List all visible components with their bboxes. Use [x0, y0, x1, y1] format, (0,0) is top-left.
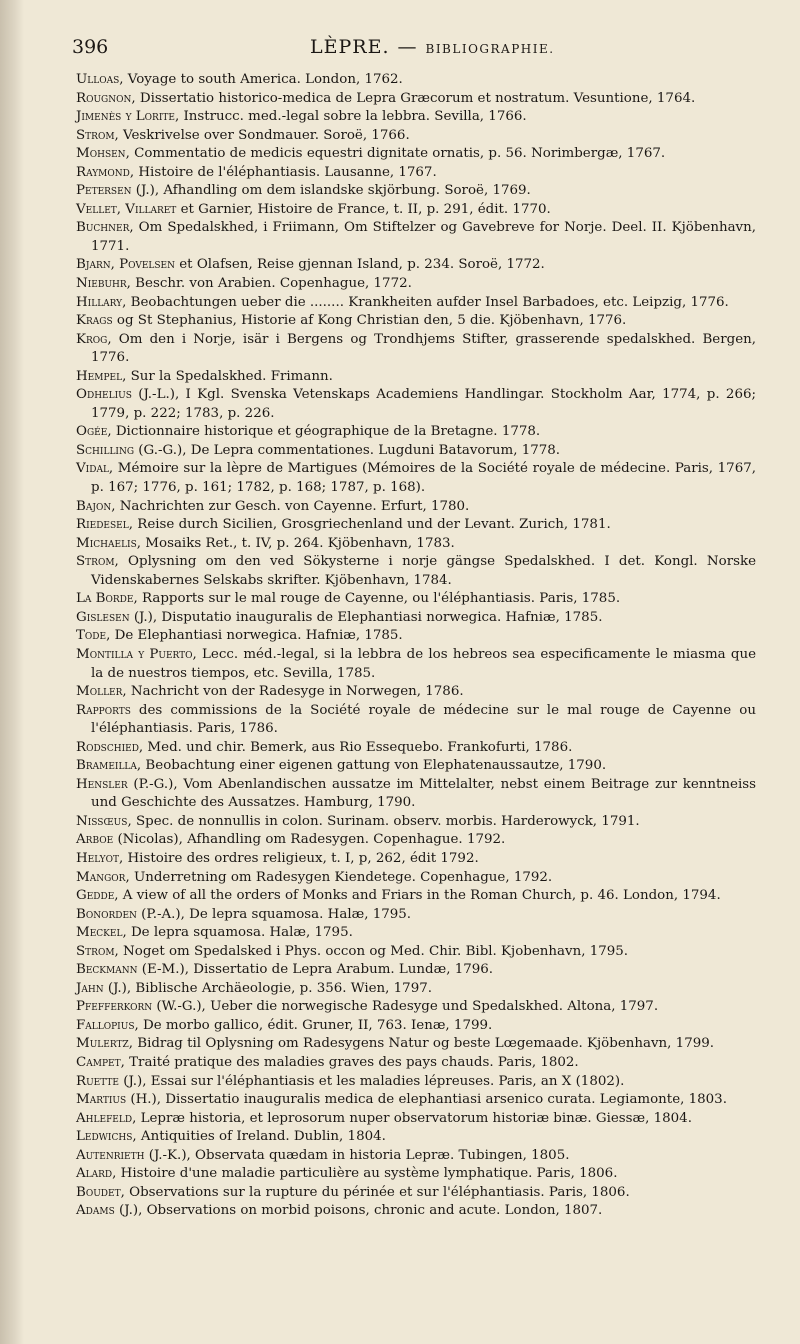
entry-author: Jahn	[76, 980, 104, 996]
entry-author: Michaelis	[76, 535, 137, 551]
entry-author: Ruette	[76, 1073, 119, 1089]
entry-text: , Instrucc. med.-legal sobre la lebbra. Sevilla, 1766.	[174, 109, 527, 125]
entry-text: (J.), Afhandling om dem islandske skjörbung. Soroë, 1769.	[131, 183, 531, 199]
entry-text: , Nachricht von der Radesyge in Norwegen, 1786.	[122, 684, 464, 700]
entry-author: Montilla y Puerto	[76, 646, 193, 662]
entry-author: Raymond	[76, 164, 130, 180]
entry-author: Martius	[76, 1092, 127, 1108]
bibliography-entry	[76, 516, 756, 535]
header-dash: —	[397, 36, 418, 58]
entry-author: Rodschied	[76, 739, 139, 755]
entry-text: , De lepra squamosa. Halæ, 1795.	[122, 925, 353, 941]
entry-author: Ledwichs	[76, 1129, 133, 1145]
bibliography-entry	[76, 127, 756, 146]
entry-text: , Reise durch Sicilien, Grosgriechenland und der Levant. Zurich, 1781.	[128, 517, 611, 533]
entry-author: Rougnon	[76, 90, 132, 106]
entry-text: (J.-K.), Observata quædam in historia Lepræ. Tubingen, 1805.	[144, 1147, 570, 1163]
running-header	[72, 36, 752, 66]
bibliography-entry	[76, 498, 756, 517]
entry-author: Autenrieth	[76, 1147, 145, 1163]
entry-text: (H.), Dissertatio inauguralis medica de elephantiasi arsenico curata. Legiamonte, 1803.	[126, 1092, 727, 1108]
bibliography-entry	[76, 201, 756, 220]
bibliography-entry	[76, 609, 756, 628]
entry-text: , A view of all the orders of Monks and Friars in the Roman Church, p. 46. London, 1794.	[114, 888, 721, 904]
bibliography-entry	[76, 90, 756, 109]
bibliography-entry	[76, 1110, 756, 1129]
entry-author: Nissœus	[76, 813, 128, 829]
page-number: 396	[72, 36, 109, 58]
entry-author: Hensler	[76, 776, 128, 792]
entry-author: Jimenès y Lorite	[76, 109, 175, 125]
bibliography-entry	[76, 368, 756, 387]
entry-author: Hillary	[76, 294, 123, 310]
bibliography-entry	[76, 776, 756, 813]
entry-author: Adams	[76, 1203, 115, 1219]
entry-author: Tode	[76, 628, 107, 644]
entry-text: , Noget om Spedalsked i Phys. occon og Med. Chir. Bibl. Kjobenhavn, 1795.	[114, 943, 629, 959]
entry-author: Gedde	[76, 888, 115, 904]
bibliography-entry	[76, 1073, 756, 1092]
bibliography-entry	[76, 145, 756, 164]
bibliography-entry	[76, 256, 756, 275]
bibliography-entry	[76, 1128, 756, 1147]
entry-text: (P.-A.), De lepra squamosa. Halæ, 1795.	[136, 906, 412, 922]
entry-text: , De morbo gallico, édit. Gruner, II, 763. Ienæ, 1799.	[134, 1017, 493, 1033]
entry-text: , Med. und chir. Bemerk, aus Rio Essequebo. Frankofurti, 1786.	[138, 739, 573, 755]
bibliography-entry	[76, 108, 756, 127]
bibliography-entry	[76, 924, 756, 943]
entry-text: , Observations sur la rupture du périnée et sur l'éléphantiasis. Paris, 1806.	[120, 1184, 630, 1200]
entry-author: Campet	[76, 1054, 121, 1070]
bibliography-entry	[76, 850, 756, 869]
entry-text: (E-M.), Dissertatio de Lepra Arabum. Lundæ, 1796.	[137, 962, 494, 978]
header-title-group	[310, 36, 555, 58]
entry-author: Beckmann	[76, 962, 138, 978]
bibliography-entry	[76, 943, 756, 962]
entry-author: Meckel	[76, 925, 123, 941]
bibliography-entry	[76, 1202, 756, 1221]
bibliography-entry	[76, 757, 756, 776]
entry-author: Bonorden	[76, 906, 137, 922]
bibliography-entry	[76, 813, 756, 832]
entry-text: , Lepræ historia, et leprosorum nuper observatorum historiæ binæ. Giessæ, 1804.	[132, 1110, 692, 1126]
entry-author: Rapports	[76, 702, 131, 718]
bibliography-entry	[76, 1147, 756, 1166]
entry-author: Ogée	[76, 424, 108, 440]
book-spine-shadow	[0, 0, 24, 1344]
entry-text: (J.-L.), I Kgl. Svenska Vetenskaps Academiens Handlingar. Stockholm Aar, 1774, p. 266; 1779, p. 222; 1783, p. 226.	[91, 387, 756, 421]
entry-author: Arboe	[76, 832, 114, 848]
entry-author: Ahlefeld	[76, 1110, 133, 1126]
entry-text: , De Elephantiasi norwegica. Hafniæ, 1785.	[106, 628, 403, 644]
bibliography-entry	[76, 980, 756, 999]
entry-text: (Nicolas), Afhandling om Radesygen. Copenhague. 1792.	[113, 832, 506, 848]
bibliography-entry	[76, 535, 756, 554]
entry-text: , Commentatio de medicis equestri dignitate ornatis, p. 56. Norimbergæ, 1767.	[125, 146, 666, 162]
entry-text: , Beobachtungen ueber die ........ Krankheiten aufder Insel Barbadoes, etc. Leipzig, 1776.	[122, 294, 729, 310]
entry-text: (J.), Observations on morbid poisons, chronic and acute. London, 1807.	[114, 1203, 603, 1219]
entry-text: , Lecc. méd.-legal, si la lebbra de los hebreos sea especificamente le miasma que la de nuestros tiempos, etc. Sevilla, 1785.	[91, 646, 756, 681]
bibliography-entry	[76, 294, 756, 313]
entry-author: Strom	[76, 127, 115, 143]
entry-author: Mohsen	[76, 146, 126, 162]
entry-text: et Garnier, Histoire de France, t. II, p. 291, édit. 1770.	[176, 201, 551, 217]
bibliography-entry	[76, 164, 756, 183]
entry-text: , Mémoire sur la lèpre de Martigues (Mémoires de la Société royale de médecine. Paris, 1767, p. 167; 1776, p. 161; 1782, p. 168; 1787, p. 168).	[91, 461, 756, 496]
entry-author: Boudet	[76, 1184, 121, 1200]
bibliography-entry	[76, 1017, 756, 1036]
entry-author: Vellet, Villaret	[76, 201, 177, 217]
entry-text: , Bidrag til Oplysning om Radesygens Natur og beste Lœgemaade. Kjöbenhavn, 1799.	[128, 1036, 715, 1052]
bibliography-entry	[76, 460, 756, 497]
entry-author: Vidal	[76, 461, 109, 477]
entry-text: (J.), Disputatio inauguralis de Elephantiasi norwegica. Hafniæ, 1785.	[129, 609, 603, 625]
entry-author: Pfefferkorn	[76, 999, 153, 1015]
entry-author: Buchner	[76, 220, 130, 236]
entry-author: Strom	[76, 943, 115, 959]
header-subtitle: BIBLIOGRAPHIE.	[425, 42, 555, 56]
entry-author: Bajon	[76, 498, 112, 514]
entry-text: , Rapports sur le mal rouge de Cayenne, ou l'éléphantiasis. Paris, 1785.	[133, 591, 621, 607]
entry-text: , Beobachtung einer eigenen gattung von Elephatenaussautze, 1790.	[136, 758, 607, 774]
header-title: LÈPRE.	[310, 36, 390, 58]
entry-author: Helyot	[76, 850, 119, 866]
bibliography-entry	[76, 590, 756, 609]
bibliography-entry	[76, 683, 756, 702]
bibliography-entry	[76, 386, 756, 423]
entry-author: La Borde	[76, 591, 134, 607]
bibliography-entry	[76, 312, 756, 331]
entry-text: , Veskrivelse over Sondmauer. Soroë, 1766.	[114, 127, 410, 143]
bibliography-entry	[76, 831, 756, 850]
bibliography-entry	[76, 553, 756, 590]
entry-author: Mulertz	[76, 1036, 129, 1052]
bibliography-entry	[76, 646, 756, 683]
bibliography-entry	[76, 906, 756, 925]
entry-text: , Nachrichten zur Gesch. von Cayenne. Erfurt, 1780.	[111, 498, 470, 514]
bibliography-entry	[76, 1054, 756, 1073]
entry-text: , Dictionnaire historique et géographique de la Bretagne. 1778.	[107, 424, 541, 440]
entry-author: Krags	[76, 313, 113, 329]
entry-author: Petersen	[76, 183, 132, 199]
entry-text: , Sur la Spedalskhed. Frimann.	[122, 368, 333, 384]
bibliography-entry	[76, 702, 756, 739]
bibliography-entry	[76, 71, 756, 90]
entry-text: (W.-G.), Ueber die norwegische Radesyge und Spedalskhed. Altona, 1797.	[152, 999, 659, 1015]
entry-text: , Dissertatio historico-medica de Lepra Græcorum et nostratum. Vesuntione, 1764.	[131, 90, 696, 106]
bibliography-entry	[76, 275, 756, 294]
bibliography-entry	[76, 1184, 756, 1203]
bibliography-entry	[76, 887, 756, 906]
entry-author: Alard	[76, 1166, 113, 1182]
entry-text: (J.), Essai sur l'éléphantiasis et les maladies lépreuses. Paris, an X (1802).	[118, 1073, 625, 1089]
entry-text: , Underretning om Radesygen Kiendetege. Copenhague, 1792.	[125, 869, 553, 885]
bibliography-entry	[76, 1035, 756, 1054]
entry-text: , Spec. de nonnullis in colon. Surinam. observ. morbis. Harderowyck, 1791.	[127, 813, 640, 829]
bibliography-entry	[76, 442, 756, 461]
entry-text: des commissions de la Société royale de médecine sur le mal rouge de Cayenne ou l'éléphantiasis. Paris, 1786.	[91, 702, 756, 737]
entry-author: Bjarn, Povelsen	[76, 257, 175, 273]
entry-text: , Voyage to south America. London, 1762.	[119, 72, 403, 87]
entry-text: , Histoire de l'éléphantiasis. Lausanne, 1767.	[129, 164, 437, 180]
entry-text: , Mosaiks Ret., t. IV, p. 264. Kjöbenhavn, 1783.	[136, 535, 455, 551]
bibliography-entry	[76, 627, 756, 646]
entry-text: , Histoire des ordres religieux, t. I, p, 262, édit 1792.	[118, 850, 479, 866]
entry-text: , Antiquities of Ireland. Dublin, 1804.	[132, 1129, 386, 1145]
entry-text: og St Stephanius, Historie af Kong Christian den, 5 die. Kjöbenhavn, 1776.	[112, 313, 627, 329]
entry-author: Brameilla	[76, 758, 137, 774]
entry-text: (P.-G.), Vom Abenlandischen aussatze im Mittelalter, nebst einem Beitrage zur kenntneiss und Geschichte des Aussatzes. Hamburg, 1790.	[91, 776, 756, 811]
entry-author: Mangor	[76, 869, 126, 885]
entry-author: Odhelius	[76, 387, 132, 403]
entry-text: , Oplysning om den ved Sökysterne i norje gängse Spedalskhed. I det. Kongl. Norske Videnskabernes Selskabs skrifter. Kjöbenhavn, 1784.	[91, 554, 756, 588]
entry-author: Ulloas	[76, 72, 120, 87]
bibliography-entry	[76, 1165, 756, 1184]
bibliography-entry	[76, 182, 756, 201]
bibliography-entry	[76, 219, 756, 256]
bibliography-list	[76, 71, 756, 1221]
entry-text: et Olafsen, Reise gjennan Island, p. 234. Soroë, 1772.	[175, 257, 545, 273]
entry-text: , Om den i Norje, isär i Bergens og Trondhjems Stifter, grasserende spedalskhed. Bergen, 1776.	[91, 331, 756, 366]
entry-text: , Beschr. von Arabien. Copenhague, 1772.	[126, 276, 412, 292]
entry-author: Niebuhr	[76, 276, 127, 292]
entry-author: Hempel	[76, 368, 123, 384]
entry-text: (J.), Biblische Archäeologie, p. 356. Wien, 1797.	[103, 980, 432, 996]
entry-author: Krog	[76, 331, 108, 347]
entry-author: Schilling	[76, 442, 135, 458]
entry-author: Gislesen	[76, 609, 130, 625]
bibliography-entry	[76, 331, 756, 368]
bibliography-entry	[76, 739, 756, 758]
bibliography-entry	[76, 961, 756, 980]
bibliography-entry	[76, 1091, 756, 1110]
bibliography-entry	[76, 869, 756, 888]
entry-author: Strom	[76, 554, 115, 570]
entry-text: (G.-G.), De Lepra commentationes. Lugduni Batavorum, 1778.	[134, 442, 561, 458]
entry-author: Riedesel	[76, 517, 129, 533]
entry-author: Moller	[76, 684, 123, 700]
entry-text: , Histoire d'une maladie particulière au système lymphatique. Paris, 1806.	[112, 1166, 618, 1182]
bibliography-entry	[76, 423, 756, 442]
entry-text: , Traité pratique des maladies graves des pays chauds. Paris, 1802.	[120, 1054, 579, 1070]
bibliography-entry	[76, 998, 756, 1017]
entry-text: , Om Spedalskhed, i Friimann, Om Stiftelzer og Gavebreve for Norje. Deel. II. Kjöbenhavn, 1771.	[91, 220, 756, 254]
entry-author: Fallopius	[76, 1017, 135, 1033]
